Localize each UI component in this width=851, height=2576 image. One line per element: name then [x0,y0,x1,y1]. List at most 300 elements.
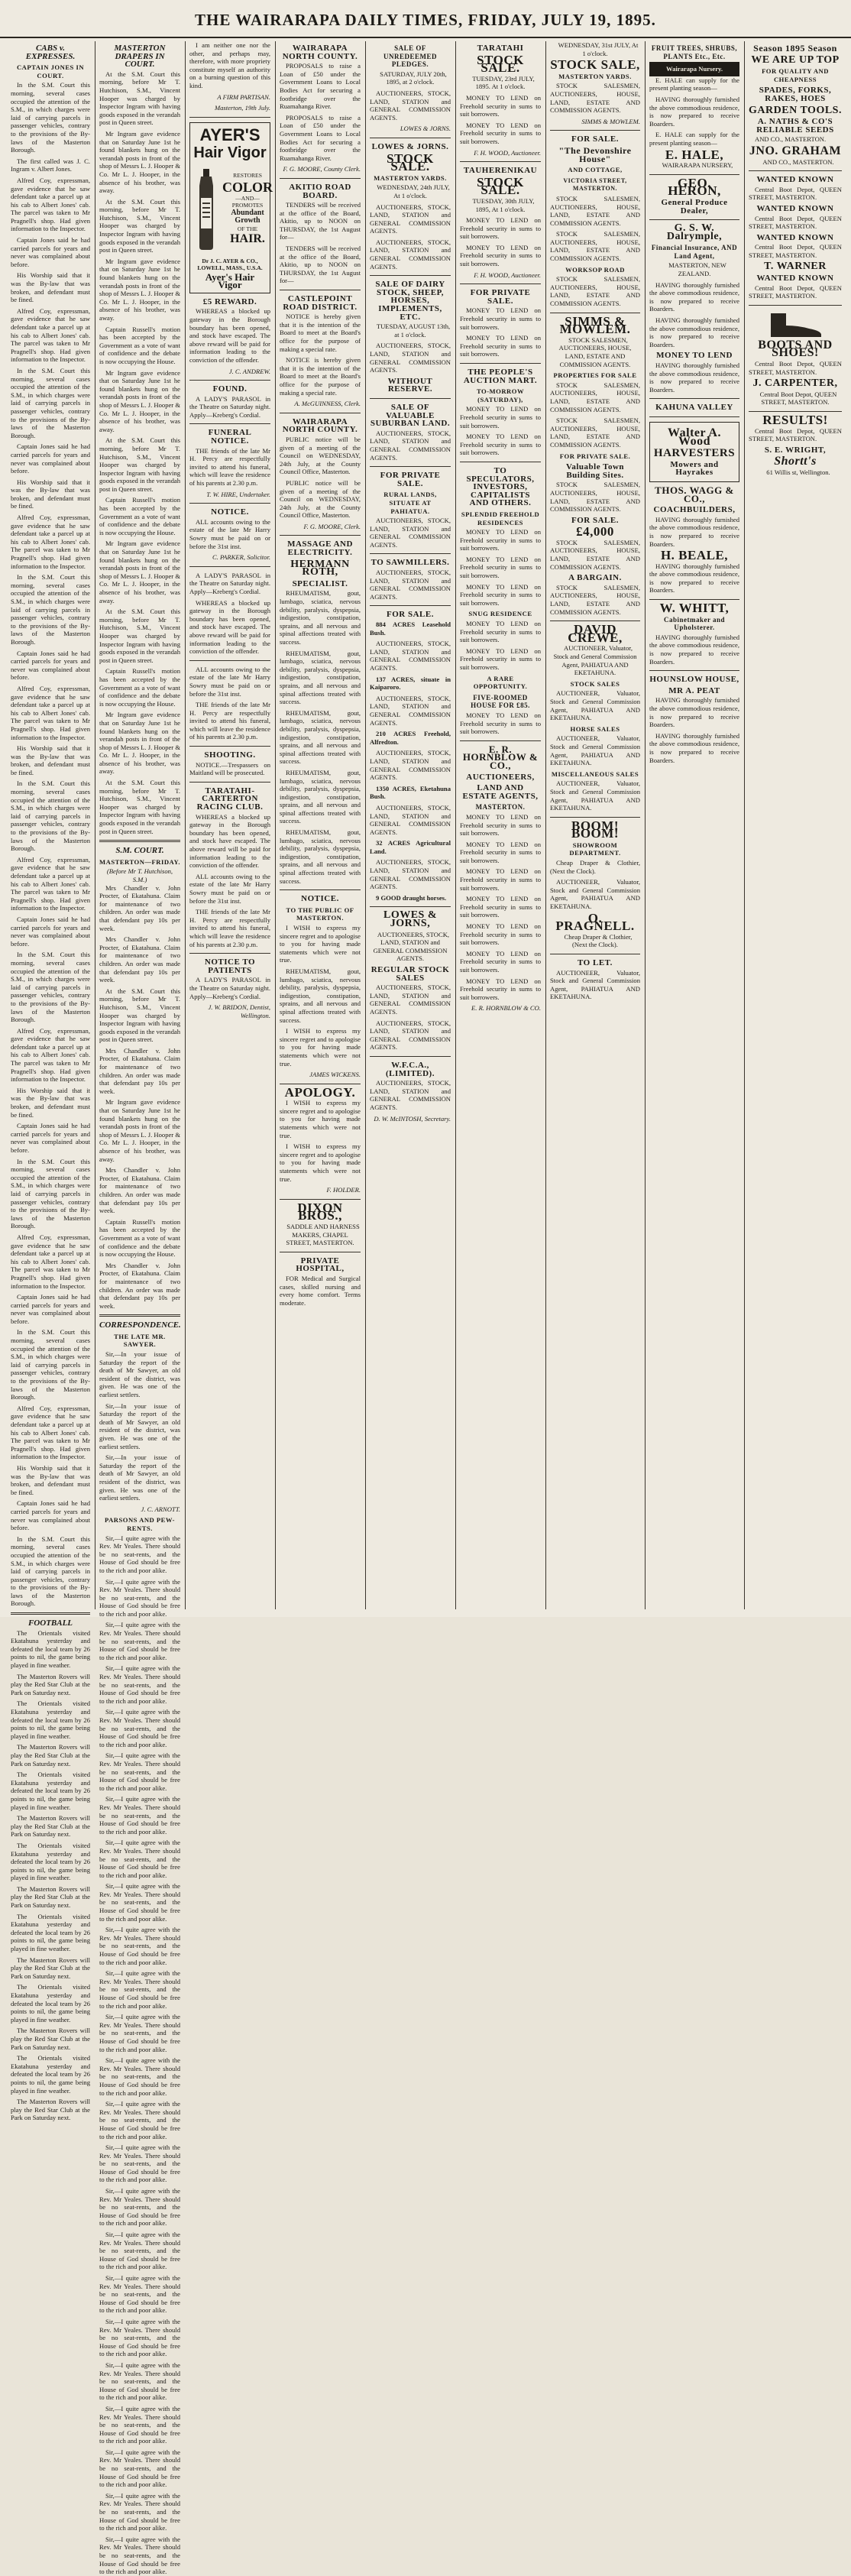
ad-paragraph: Central Boot Depot, QUEEN STREET, MASTERTON. [749,426,842,443]
notice-paragraph: PUBLIC notice will be given of a meeting of the Council on WEDNESDAY, 24th July, at the County Council Office, Masterton. [280,478,361,520]
article-paragraph: In the S.M. Court this morning, several cases occupied the attention of the S.M., in which charges were laid of carrying parcels in passenger vehicles, contrary to the provisions of the By-laws of the Masterton Borough. [11,573,90,646]
headline: TAUHERENIKAU [463,166,538,176]
divider [649,599,739,600]
divider [550,130,640,131]
subheadline: MONEY TO LEND [656,351,733,361]
headline: S. E. WRIGHT, [764,445,827,455]
article-paragraph: Alfred Coy, expressman, gave evidence that he saw defendant take a parcel up at his cab to Albert Jones' cab. The parcel was taken to Mr Pragnell's shop. Had given information to the Inspector. [11,684,90,741]
article-paragraph: Mr Ingram gave evidence that on Saturday June 1st he found blankets hung on the verandah posts in front of the shop of Messrs L. J. Hooper & Co. Mr L. J. Hooper, in the absence of his brother, was away. [99,257,180,322]
headline: WAIRARAPA NORTH COUNTY. [282,416,358,435]
headline: Walter A. Wood [668,426,721,448]
notice-paragraph: STOCK SALESMEN, AUCTIONEERS, HOUSE, LAND, ESTATE AND COMMISSION AGENTS. [550,381,640,413]
subheadline: THE LATE MR. SAWYER. [114,1332,166,1349]
article-paragraph: Captain Russell's motion has been accepted by the Government as a vote of want of confidence and the debate is now occupying the House. [99,496,180,536]
article-paragraph: Mrs Chandler v. John Procter, of Ekatahuna. Claim for maintenance of two children. An order was made that defendant pay 10s per week. [99,883,180,932]
headline: W.F.C.A., (LIMITED). [386,1060,435,1078]
letter-paragraph: Sir,—I quite agree with the Rev. Mr Yeales. There should be no seat-rents, and the House of God should be free to the rich and poor alike. [99,2491,180,2532]
headline: JNO. GRAHAM [749,144,842,157]
notice-paragraph: AUCTIONEERS, STOCK, LAND, STATION and GENERAL COMMISSION AGENTS. [370,203,451,235]
column-rule [545,41,546,1609]
letter-paragraph: Sir,—In your issue of Saturday the report of the death of Mr Sawyer, an old resident of the district, was given. He was one of the earliest settlers. [99,1401,180,1450]
column-9 [749,41,842,1609]
notice-paragraph: AUCTIONEER, Valuator, Stock and General Commission Agent, PAHIATUA AND EKETAHUNA. [550,689,640,722]
notice-signature: F. G. MOORE, County Clerk. [283,165,361,173]
ad-paragraph: HAVING thoroughly furnished the above commodious residence, is now prepared to receive Boarders. [649,316,739,348]
notice-paragraph: AUCTIONEER, Valuator, Stock and General Commission Agent, PAHIATUA AND EKETAHUNA. [550,878,640,911]
notice-signature: LOWES & JORNS. [400,125,451,133]
notice-paragraph: WHEREAS a blocked up gateway in the Borough boundary has been opened, and stock have escaped. The above reward will be paid for information leading to the conviction of the offender. [189,812,270,870]
headline: SALE OF UNREDEEMED PLEDGES. [383,44,437,69]
headline: FOR SALE. [571,515,619,525]
headline: A BARGAIN. [568,573,622,583]
nursery-banner: Wairarapa Nursery. [649,62,739,76]
article-paragraph: His Worship said that it was the By-law that was broken, and defendant must be fined. [11,1463,90,1496]
headline: Shortt's [774,455,817,468]
headline: G. S. W. Dalrymple, [666,222,723,242]
article-paragraph: Captain Jones said he had carried parcels for years and never was complained about before. [11,1122,90,1154]
ad-paragraph: MASTERTON, NEW ZEALAND. [668,261,726,278]
notice-paragraph: AUCTIONEERS, STOCK, LAND, STATION and GENERAL COMMISSION AGENTS. [370,238,451,271]
divider [460,740,541,741]
notice-paragraph: AUCTIONEERS, STOCK, LAND, STATION and GENERAL COMMISSION AGENTS. [370,694,451,727]
notice-paragraph: MONEY TO LEND on Freehold security in sums to suit borrowers. [460,895,541,919]
headline: FUNERAL NOTICE. [208,428,252,446]
column-rule [185,41,186,1609]
notice-paragraph: NOTICE.—Trespassers on Maitland will be prosecuted. [189,760,270,777]
subheadline: MASTERTON—FRIDAY. [99,857,181,866]
headline: WANTED KNOWN [756,232,834,242]
headline: FOR SALE. [387,610,434,620]
letter-paragraph: Sir,—I quite agree with the Rev. Mr Yeales. There should be no seat-rents, and the House of God should be free to the rich and poor alike. [99,1969,180,2010]
notice-paragraph: AUCTIONEERS, STOCK, LAND, STATION and GENERAL COMMISSION AGENTS. [373,930,450,963]
letter-paragraph: Sir,—I quite agree with the Rev. Mr Yeales. There should be no seat-rents, and the House of God should be free to the rich and poor alike. [99,2448,180,2489]
ad-paragraph: E. HALE can supply for the present planting season— [649,131,739,147]
divider [649,398,739,399]
divider [370,466,451,467]
notice-paragraph: SATURDAY, JULY 20th, 1895, at 2 o'clock. [380,70,447,86]
headline: £4,000 [576,524,614,540]
ad-paragraph: HAVING thoroughly furnished the above commodious residence, is now prepared to receive Boarders. [649,633,739,666]
article-paragraph: The Orientals visited Ekatahuna yesterday and defeated the local team by 26 points to nil, the game being played in fine weather. [11,1628,90,1670]
divider [649,416,739,417]
headline: WITHOUT RESERVE. [387,376,433,394]
headline: SALE OF VALUABLE SUBURBAN LAND. [370,402,451,429]
notice-paragraph: Cheap Draper & Clothier, (Next the Clock). [550,859,640,875]
divider [280,889,361,890]
notice-paragraph: THE friends of the late Mr H. Percy are respectfully invited to attend his funeral, which will leave the residence of his parents at 2.30 p.m. [189,446,270,488]
letter-paragraph: Sir,—I quite agree with the Rev. Mr Yeales. There should be no seat-rents, and the House of God should be free to the rich and poor alike. [99,2231,180,2271]
notice-paragraph: MONEY TO LEND on Freehold security in sums to suit borrowers. [460,867,541,892]
letter-signature: J. C. ARNOTT. [141,1505,180,1513]
notice-paragraph: PROPOSALS to raise a Loan of £50 under the Government Loans to Local Bodies Act for securing a footbridge over the Ruamahanga River. [280,113,361,162]
notice-paragraph: STOCK SALESMEN, AUCTIONEERS, HOUSE, LAND, ESTATE AND COMMISSION AGENTS. [550,230,640,263]
letter-signature: A FIRM PARTISAN. [217,92,270,101]
article-paragraph: The Orientals visited Ekatahuna yesterday and defeated the local team by 26 points to nil, the game being played in fine weather. [11,1841,90,1882]
ad-paragraph: AND CO., MASTERTON. [755,135,827,144]
subheadline: AND COTTAGE, [568,166,623,174]
article-paragraph: Alfred Coy, expressman, gave evidence that he saw defendant take a parcel up at his cab to Albert Jones' cab. The parcel was taken to Mr Pragnell's shop. Had given information to the Inspector. [11,1026,90,1084]
ad-paragraph: Central Boot Depot, QUEEN STREET, MASTERTON. [749,284,842,300]
divider [370,275,451,276]
notice-paragraph: MONEY TO LEND on Freehold security in sums to suit borrowers. [460,121,541,145]
listing: 9 GOOD draught horses. [376,893,447,902]
headline: CASTLEPOINT ROAD DISTRICT. [283,294,358,312]
notice-paragraph: A LADY'S PARASOL in the Theatre on Saturday night. Apply—Kreberg's Cordial. [189,976,270,1000]
article-paragraph: Captain Jones said he had carried parcels for years and never was complained about before. [11,442,90,475]
article-paragraph: Captain Russell's motion has been accepted by the Government as a vote of want of confidence and the debate is now occupying the House. [99,667,180,708]
subheadline: CAPTAIN JONES IN COURT. [16,63,85,79]
headline: FOR SALE. [571,134,619,144]
notice-paragraph: STOCK SALESMEN, AUCTIONEERS, HOUSE, LAND, ESTATE AND COMMISSION AGENTS. [550,82,640,115]
notice-paragraph: MONEY TO LEND on Freehold security in sums to suit borrowers. [460,646,541,671]
notice-paragraph: MONEY TO LEND on Freehold security in sums to suit borrowers. [460,812,541,838]
headline: HARVESTERS [653,447,736,460]
subheadline: SPECIALIST. [292,578,348,588]
notice-paragraph: WHEREAS a blocked up gateway in the Borough boundary has been opened, and stock have escaped. The above reward will be paid for information leading to the conviction of the offender. [189,307,270,364]
notice-paragraph: MONEY TO LEND on Freehold security in sums to suit borrowers. [460,334,541,358]
notice-paragraph: A LADY'S PARASOL in the Theatre on Saturday night. Apply—Kreberg's Cordial. [189,571,270,595]
article-paragraph: Mrs Chandler v. John Procter, of Ekatahuna. Claim for maintenance of two children. An order was made that defendant pay 10s per week. [99,1261,180,1310]
headline: RESULTS! [762,413,828,427]
headline: S.M. COURT. [115,846,164,856]
subheadline: AUCTIONEERS, [466,772,535,782]
letter-paragraph: Sir,—I quite agree with the Rev. Mr Yeales. There should be no seat-rents, and the House of God should be free to the rich and poor alike. [99,2056,180,2097]
article-paragraph: The Masterton Rovers will play the Red Star Club at the Park on Saturday next. [11,1743,90,1768]
notice-signature: T. W. HIRE, Undertaker. [206,490,270,498]
article-paragraph: The Masterton Rovers will play the Red Star Club at the Park on Saturday next. [11,2098,90,2122]
letter-paragraph: Sir,—I quite agree with the Rev. Mr Yeales. There should be no seat-rents, and the House of God should be free to the rich and poor alike. [99,1926,180,1966]
notice-paragraph: Cheap Draper & Clothier, (Next the Clock). [564,932,633,949]
notice-paragraph: AUCTIONEERS, STOCK, LAND, STATION and GENERAL COMMISSION AGENTS. [370,569,451,601]
divider [550,817,640,818]
ad-paragraph: HAVING thoroughly furnished the above commodious residence, is now prepared to receive Boarders. [649,95,739,128]
article-paragraph: Captain Jones said he had carried parcels for years and never was complained about before. [11,1499,90,1532]
subheadline: LAND AND ESTATE AGENTS, [462,783,539,801]
headline: WE ARE UP TOP [751,53,840,66]
divider [370,605,451,606]
ad-paragraph: E. HALE can supply for the present planting season— [649,76,739,92]
article-paragraph: The Masterton Rovers will play the Red Star Club at the Park on Saturday next. [11,1672,90,1696]
notice-signature: C. PARKER, Solicitor. [212,553,270,562]
article-paragraph: At the S.M. Court this morning, before Mr T. Hutchison, S.M., Vincent Hooper was charged by Inspector Ingram with having goods exposed in the verandah post in Queen street. [99,436,180,493]
headline: FOR PRIVATE SALE. [470,288,531,306]
headline: GEO. HERON, [668,175,721,199]
article-paragraph: Mrs Chandler v. John Procter, of Ekatahuna. Claim for maintenance of two children. An order was made that defendant pay 10s per week. [99,1046,180,1095]
divider [370,1056,451,1057]
notice-paragraph: AUCTIONEER, Valuator, Stock and General Commission Agent, PAHIATUA AND EKETAHUNA. [553,644,637,677]
article-paragraph: At the S.M. Court this morning, before Mr T. Hutchison, S.M., Vincent Hooper was charged by Inspector Ingram with having goods exposed in the verandah post in Queen street. [99,987,180,1044]
notice-paragraph: AUCTIONEERS, STOCK, LAND, STATION and GENERAL COMMISSION AGENTS. [370,983,451,1016]
article-paragraph: Captain Jones said he had carried parcels for years and never was complained about before. [11,649,90,682]
article-paragraph: Mrs Chandler v. John Procter, of Ekatahuna. Claim for maintenance of two children. An order was made that defendant pay 10s per week. [99,935,180,984]
article-paragraph: The Masterton Rovers will play the Red Star Club at the Park on Saturday next. [11,2027,90,2051]
subheadline: SHOWROOM DEPARTMENT. [569,841,621,857]
notice-paragraph: MONEY TO LEND on Freehold security in sums to suit borrowers. [460,243,541,268]
notice-paragraph: PUBLIC notice will be given of a meeting of the Council on WEDNESDAY, 24th July, at the County Council Office, Masterton. [280,435,361,476]
notice-paragraph: MONEY TO LEND on Freehold security in sums to suit borrowers. [460,93,541,118]
notice-paragraph: RHEUMATISM, gout, lumbago, sciatica, nervous debility, paralysis, dyspepsia, indigestion, constipation, sprains, and all nervous and spinal affections treated with success. [280,768,361,825]
divider [649,670,739,671]
boot-icon [765,310,826,338]
divider [370,553,451,554]
article-paragraph: The Orientals visited Ekatahuna yesterday and defeated the local team by 26 points to nil, the game being played in fine weather. [11,1983,90,2024]
divider [189,423,270,424]
headline: APOLOGY. [284,1084,356,1100]
court-bench: (Before Mr T. Hutchison, S.M.) [106,867,173,883]
listing: 884 ACRES Leasehold Bush. [370,621,451,637]
headline: TARATAHI [477,44,524,53]
notice-paragraph: SADDLE AND HARNESS MAKERS, CHAPEL STREET, MASTERTON. [286,1223,360,1247]
article-paragraph: The first called was J. C. Ingram v. Albert Jones. [11,157,90,173]
column-rule [275,41,276,1609]
notice-paragraph: AUCTIONEERS, STOCK, LAND, STATION and GENERAL COMMISSION AGENTS. [370,749,451,782]
subheadline: RURAL LANDS, SITUATE AT PAHIATUA. [383,491,437,515]
notice-paragraph: TUESDAY, AUGUST 13th, at 1 o'clock. [376,322,451,339]
column-rule [744,41,745,1609]
ad-line: COLOR [222,179,273,195]
article-paragraph: His Worship said that it was the By-law that was broken, and defendant must be fined. [11,478,90,510]
divider [189,117,270,118]
article-paragraph: The Masterton Rovers will play the Red Star Club at the Park on Saturday next. [11,1884,90,1910]
divider [99,840,180,842]
notice-signature: D. W. McINTOSH, Secretary. [374,1114,451,1123]
letter-paragraph: Sir,—I quite agree with the Rev. Mr Yeales. There should be no seat-rents, and the House of God should be free to the rich and poor alike. [99,1621,180,1661]
ad-paragraph: Central Boot Depot, QUEEN STREET, MASTERTON. [749,243,842,259]
ad-product: Hair Vigor [193,144,267,161]
notice-paragraph: AUCTIONEER, Valuator, Stock and General Commission Agent, PAHIATUA AND EKETAHUNA. [550,968,640,1001]
notice-paragraph: AUCTIONEERS, STOCK, LAND, STATION and GENERAL COMMISSION AGENTS. [370,1079,451,1111]
subheadline: TO-MORROW (SATURDAY), [476,387,525,403]
headline: SIMMS & MOWLEM. [559,313,631,337]
subheadline: MASTERTON YARDS. [374,173,447,182]
divider [460,363,541,364]
headline: MASTERTON DRAPERS IN COURT. [114,44,166,70]
letter-paragraph: Sir,—I quite agree with the Rev. Mr Yeales. There should be no seat-rents, and the House of God should be free to the rich and poor alike. [99,2143,180,2184]
subheadline: MR A. PEAT [668,685,720,695]
subheadline: MISCELLANEOUS SALES [551,770,639,778]
headline: LOWES & JORNS, [383,909,437,930]
headline: FOR PRIVATE SALE. [380,471,441,488]
article-paragraph: At the S.M. Court this morning, before Mr T. Hutchison, S.M., Vincent Hooper was charged by Inspector Ingram with having goods exposed in the verandah post in Queen street. [99,70,180,127]
article-paragraph: The Masterton Rovers will play the Red Star Club at the Park on Saturday next. [11,1814,90,1839]
divider [280,1199,361,1200]
subheadline: WORKSOP ROAD [565,265,625,274]
column-2 [99,41,181,2576]
notice-paragraph: NOTICE is hereby given that it is the intention of the Board to meet at the Board's office for the purpose of making a special rate. [280,356,361,397]
subheadline: Cabinetmaker and Upholsterer. [663,615,726,632]
headline: DIXON BROS., [297,1200,343,1223]
ad-paragraph: WAIRARAPA NURSERY, [662,161,733,170]
notice-paragraph: AUCTIONEERS, STOCK, LAND, STATION and GENERAL COMMISSION AGENTS. [370,640,451,672]
headline: A. NATHS & CO'S RELIABLE SEEDS [756,117,834,134]
subheadline: Mowers and Hayrakes [670,459,719,478]
notice-paragraph: RHEUMATISM, gout, lumbago, sciatica, nervous debility, paralysis, dyspepsia, indigestion, constipation, sprains, and all nervous and spinal affections treated with success. [280,967,361,1024]
notice-paragraph: NOTICE is hereby given that it is the intention of the Board to meet at the Board's office for the purpose of making a special rate. [280,313,361,353]
headline: W. WHITT, [659,601,730,616]
notice-paragraph: MONEY TO LEND on Freehold security in sums to suit borrowers. [460,555,541,580]
headline: STOCK SALE. [387,151,434,174]
ad-paragraph: HAVING thoroughly furnished the above commodious residence, is now prepared to receive Boarders. [649,280,739,313]
letter-paragraph: Sir,—I quite agree with the Rev. Mr Yeales. There should be no seat-rents, and the House of God should be free to the rich and poor alike. [99,1708,180,1748]
divider [649,174,739,175]
headline: H. BEALE, [660,548,729,563]
subheadline: VICTORIA STREET, MASTERTON. [563,177,627,193]
letter-date: Masterton, 19th July. [214,104,270,112]
letter-paragraph: Sir,—I quite agree with the Rev. Mr Yeales. There should be no seat-rents, and the House of God should be free to the rich and poor alike. [99,2013,180,2053]
notice-signature: J. W. BRIDON, Dentist, Wellington. [208,1003,270,1019]
ad-brand: AYER'S [199,125,260,144]
notice-paragraph: MONEY TO LEND on Freehold security in sums to suit borrowers. [460,582,541,607]
notice-paragraph: FOR Medical and Surgical cases, skilled nursing and every home comfort. Terms moderate. [280,1274,361,1307]
headline: KAHUNA VALLEY [655,403,733,413]
notice-paragraph: ALL accounts owing to the estate of the late Mr Harry Sowry must be paid on or before the 31st inst. [189,872,270,905]
columns [11,41,842,2576]
ad-line: RESTORES [233,172,262,180]
subheadline: FOR PRIVATE SALE. [559,452,631,460]
headline: STOCK SALE. [477,52,524,76]
letter-paragraph: Sir,—I quite agree with the Rev. Mr Yeales. There should be no seat-rents, and the House of God should be free to the rich and poor alike. [99,1839,180,1879]
column-8 [649,41,739,1609]
headline: £5 REWARD. [202,296,257,306]
ad-paragraph: HAVING thoroughly furnished the above commodious residence, is now prepared to receive Boarders. [649,361,739,394]
column-5 [370,41,451,1609]
headline: NOTICE. [301,894,339,904]
notice-paragraph: PROPOSALS to raise a Loan of £50 under the Government Loans to Local Bodies Act for securing a footbridge over the Ruamahanga River. [280,62,361,111]
notice-paragraph: I WISH to express my sincere regret and to apologise to you for having made statements which were not true. [280,1142,361,1183]
headline: O. PRAGNELL. [555,910,635,934]
notice-paragraph: AUCTIONEER, Valuator, Stock and General Commission Agent, PAHIATUA AND EKETAHUNA. [550,779,640,812]
notice-paragraph: AUCTIONEERS, STOCK, LAND, STATION and GENERAL COMMISSION AGENTS. [370,429,451,462]
letter-paragraph: Sir,—I quite agree with the Rev. Mr Yeales. There should be no seat-rents, and the House of God should be free to the rich and poor alike. [99,2274,180,2315]
letter-paragraph: Sir,—I quite agree with the Rev. Mr Yeales. There should be no seat-rents, and the House of God should be free to the rich and poor alike. [99,1534,180,1574]
headline: DAVID CREWE, [568,622,623,645]
divider [99,1314,180,1317]
headline: GARDEN TOOLS. [749,104,842,116]
headline: FOOTBALL [28,1619,73,1628]
headline: J. CARPENTER, [752,377,838,390]
article-paragraph: Alfred Coy, expressman, gave evidence that he saw defendant take a parcel up at his cab to Albert Jones' cab. The parcel was taken to Mr Pragnell's shop. Had given information to the Inspector. [11,514,90,570]
headline: STOCK SALE, [550,57,640,73]
letter-paragraph: Sir,—I quite agree with the Rev. Mr Yeales. There should be no seat-rents, and the House of God should be free to the rich and poor alike. [99,2317,180,2358]
article-paragraph: The Masterton Rovers will play the Red Star Club at the Park on Saturday next. [11,1955,90,1980]
notice-paragraph: ALL accounts owing to the estate of the late Mr Harry Sowry must be paid on or before the 31st inst. [189,517,270,550]
ayers-hair-vigor-ad [189,122,273,293]
divider [749,170,842,171]
ad-paragraph: 61 Willis st, Wellington. [766,468,830,476]
notice-paragraph: MONEY TO LEND on Freehold security in sums to suit borrowers. [460,620,541,644]
letter-paragraph: Sir,—In your issue of Saturday the report of the death of Mr Sawyer, an old resident of the district, was given. He was one of the earliest settlers. [99,1350,180,1399]
letter-paragraph: Sir,—I quite agree with the Rev. Mr Yeales. There should be no seat-rents, and the House of God should be free to the rich and poor alike. [99,1795,180,1836]
ad-paragraph: Central Boot Depot, QUEEN STREET, MASTERTON. [749,214,842,231]
notice-paragraph: WEDNESDAY, 24th JULY, At 1 o'clock. [377,183,450,199]
column-1 [11,41,90,2122]
letter-paragraph: Sir,—In your issue of Saturday the report of the death of Mr Sawyer, an old resident of the district, was given. He was one of the earliest settlers. [99,1453,180,1502]
headline: Season 1895 Season [753,43,837,53]
article-paragraph: Captain Russell's motion has been accepted by the Government as a vote of want of confidence and the debate is now occupying the House. [99,325,180,365]
divider [370,398,451,399]
ad-footer: Ayer's Hair Vigor [205,271,255,291]
headline: TO LET. [578,958,613,967]
ad-paragraph: HAVING thoroughly furnished the above commodious residence, is now prepared to receive Boarders. [649,731,739,764]
notice-signature: J. C. ANDREW. [228,367,270,375]
headline: FOUND. [212,384,248,394]
ad-paragraph: HAVING thoroughly furnished the above commodious residence, is now prepared to receive Boarders. [649,562,739,595]
ad-paragraph: AND CO., MASTERTON. [762,157,834,166]
article-paragraph: Alfred Coy, expressman, gave evidence that he saw defendant take a parcel up at his cab to Albert Jones' cab. The parcel was taken to Mr Pragnell's shop. Had given information to the Inspector. [11,176,90,233]
notice-signature: A. McGUINNESS, Clerk. [294,400,361,408]
article-paragraph: Mr Ingram gave evidence that on Saturday June 1st he found blankets hung on the verandah posts in front of the shop of Messrs L. J. Hooper & Co. Mr L. J. Hooper, in the absence of his brother, was away. [99,368,180,433]
letter-paragraph: Sir,—I quite agree with the Rev. Mr Yeales. There should be no seat-rents, and the House of God should be free to the rich and poor alike. [99,2535,180,2576]
letter-paragraph: Sir,—I quite agree with the Rev. Mr Yeales. There should be no seat-rents, and the House of God should be free to the rich and poor alike. [99,2187,180,2228]
notice-paragraph: RHEUMATISM, gout, lumbago, sciatica, nervous debility, paralysis, dyspepsia, indigestion, constipation, sprains, and all nervous and spinal affections treated with success. [280,589,361,646]
headline: TO SAWMILLERS. [370,558,450,568]
column-3 [189,41,273,1609]
article-paragraph: In the S.M. Court this morning, several cases occupied the attention of the S.M., in which charges were laid of carrying parcels in passenger vehicles, contrary to the provisions of the By-laws of the Masterton Borough. [11,1328,90,1401]
notice-paragraph: WEDNESDAY, 31st JULY, At 1 o'clock. [558,41,639,57]
headline: THOS. WAGG & CO., [655,484,734,504]
article-paragraph: Captain Jones said he had carried parcels for years and never was complained about before. [11,915,90,948]
article-paragraph: In the S.M. Court this morning, several cases occupied the attention of the S.M., in which charges were laid of carrying parcels in passenger vehicles, contrary to the provisions of the By-laws of the Masterton Borough. [11,1534,90,1608]
article-paragraph: Captain Russell's motion has been accepted by the Government as a vote of want of confidence and the debate is now occupying the House. [99,1217,180,1259]
notice-paragraph: STOCK SALESMEN, AUCTIONEERS, HOUSE, LAND, ESTATE AND COMMISSION AGENTS. [550,583,640,616]
article-paragraph: At the S.M. Court this morning, before Mr T. Hutchison, S.M., Vincent Hooper was charged by Inspector Ingram with having goods exposed in the verandah post in Queen street. [99,197,180,254]
notice-paragraph: MONEY TO LEND on Freehold security in sums to suit borrowers. [460,306,541,331]
notice-signature: F. H. WOOD, Auctioneer. [474,148,541,157]
notice-paragraph: THE friends of the late Mr H. Percy are respectfully invited to attend his funeral, which will leave the residence of his parents at 2.30 p.m. [189,908,270,948]
article-paragraph: Alfred Coy, expressman, gave evidence that he saw defendant take a parcel up at his cab to Albert Jones' cab. The parcel was taken to Mr Pragnell's shop. Had given information to the Inspector. [11,1233,90,1290]
notice-paragraph: MONEY TO LEND on Freehold security in sums to suit borrowers. [460,405,541,429]
subheadline: MASTERTON. [475,803,526,812]
column-rule [365,41,366,1609]
notice-paragraph: STOCK SALESMEN, AUCTIONEERS, HOUSE, LAND, ESTATE AND COMMISSION AGENTS. [550,481,640,514]
headline: Valuable Town Building Sites. [565,462,625,480]
notice-paragraph: RHEUMATISM, gout, lumbago, sciatica, nervous debility, paralysis, dyspepsia, indigestion, constipation, sprains, and all nervous and spinal affections treated with success. [280,649,361,706]
listing: 1350 ACRES, Eketahuna Bush. [370,784,451,801]
article-paragraph: The Orientals visited Ekatahuna yesterday and defeated the local team by 26 points to nil, the game being played in fine weather. [11,2054,90,2095]
letter-paragraph: Sir,—I quite agree with the Rev. Mr Yeales. There should be no seat-rents, and the House of God should be free to the rich and poor alike. [99,1882,180,1923]
article-paragraph: Mr Ingram gave evidence that on Saturday June 1st he found blankets hung on the verandah posts in front of the shop of Messrs L. J. Hooper & Co. Mr L. J. Hooper, in the absence of his brother, was away. [99,711,180,776]
ad-paragraph: Central Boot Depot, QUEEN STREET, MASTERTON. [749,185,842,202]
letter-paragraph: I am neither one nor the other, and perhaps may, therefore, with more propriety constitute myself an authority on a burning question of this kind. [189,41,270,89]
article-paragraph: At the S.M. Court this morning, before Mr T. Hutchison, S.M., Vincent Hooper was charged by Inspector Ingram with having goods exposed in the verandah post in Queen street. [99,779,180,835]
divider [749,305,842,306]
masthead [0,0,851,38]
headline: WANTED KNOWN [756,203,834,213]
headline: MASSAGE AND ELECTRICITY. [287,540,353,558]
divider [189,953,270,954]
notice-paragraph: MONEY TO LEND on Freehold security in sums to suit borrowers. [460,977,541,1001]
notice-paragraph: AUCTIONEERS, STOCK, LAND, STATION and GENERAL COMMISSION AGENTS. [370,342,451,374]
notice-paragraph: I WISH to express my sincere regret and to apologise to you for having made statements which were not true. [280,924,361,964]
subheadline: FIVE-ROOMED HOUSE FOR £85. [471,693,530,710]
notice-paragraph: TENDERS will be received at the office of the Board, Akitio, up to NOON on THURSDAY, the 1st August for— [280,245,361,285]
notice-paragraph: TUESDAY, 30th JULY, 1895, At 1 o'clock. [472,196,535,213]
divider [649,219,739,220]
article-paragraph: Captain Jones said he had carried parcels for years and never was complained about before. [11,1293,90,1325]
notice-signature: JAMES WICKENS. [309,1071,361,1079]
ad-line: PROMOTES [231,202,264,209]
ad-maker: Dr J. C. AYER & CO., LOWELL, MASS., U.S.A. [197,257,263,272]
article-paragraph: The Orientals visited Ekatahuna yesterday and defeated the local team by 26 points to nil, the game being played in fine weather. [11,1771,90,1811]
listing: 210 ACRES Freehold, Alfredton. [370,730,451,746]
article-paragraph: Mr Ingram gave evidence that on Saturday June 1st he found blankets hung on the verandah posts in front of the shop of Messrs L. J. Hooper & Co. Mr L. J. Hooper, in the absence of his brother, was away. [99,540,180,604]
article-paragraph: In the S.M. Court this morning, several cases occupied the attention of the S.M., in which charges were laid of carrying parcels in passenger vehicles, contrary to the provisions of the By-laws of the Masterton Borough. [11,366,90,439]
letter-paragraph: Sir,—I quite agree with the Rev. Mr Yeales. There should be no seat-rents, and the House of God should be free to the rich and poor alike. [99,1664,180,1705]
notice-paragraph: MONEY TO LEND on Freehold security in sums to suit borrowers. [460,949,541,974]
subheadline: Financial Insurance, AND Land Agent, [651,244,738,260]
headline: E. HALE, [665,147,724,162]
article-paragraph: Captain Jones said he had carried parcels for years and never was complained about before. [11,236,90,268]
